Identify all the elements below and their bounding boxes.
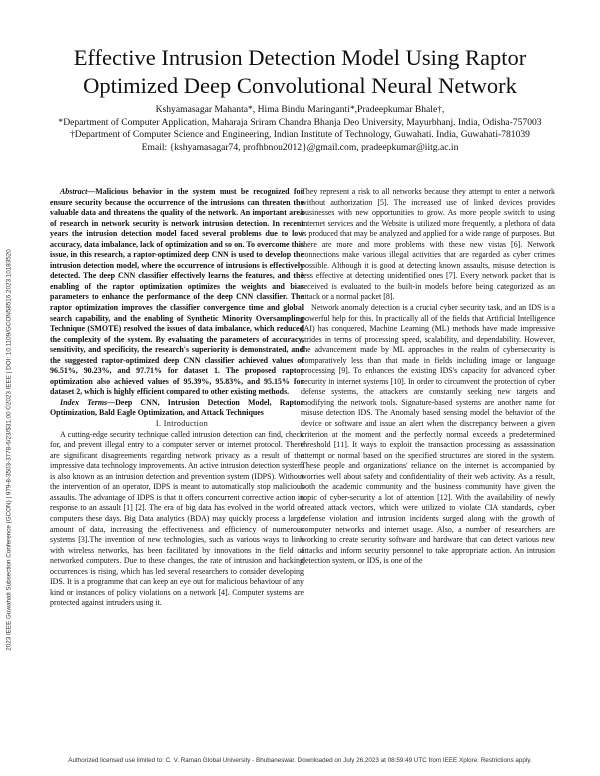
index-terms-label: Index Terms—	[60, 397, 116, 407]
section-heading-introduction: I. Introduction	[155, 419, 209, 429]
intro-paragraph-1: A cutting-edge security technique called intrusion detection can find, check for, and prevent illegal entry to a computer server or internet protocol. There are significant disagreements regarding network privacy as a result of the impressive data technology improvements. An active intrusion detection system is also known as an intrusion detection and prevention system (IDPS). Without the intervention of an operator, IDPS is meant to automatically stop malicious assaults. The advantage of IDPS is that it offers concurrent corrective action in response to an assault [1] [2]. The era of big data has evolved in the world of computers these days. Big Data analytics (BDA) may quickly process a large amount of data, increasing the effectiveness and efficiency of numerous systems [3].The invention of new technologies, such as various ways to link with wireless networks, has been facilitated by innovations in the field of networked computers. Due to these changes, the rate of intrusion and hacking occurrences is rising, which has led several researchers to consider developing IDS. It is a programme that can keep an eye out for malicious behaviour of any kind or instances of policy violations on a network [4]. Computer systems are protected against intruders using it.	[50, 429, 304, 608]
intro-paragraph-2: They represent a risk to all networks because they attempt to enter a network without authorization [5]. The increased use of linked devices provides businesses with new opportunities to grow. As more people switch to using internet services and the Website is utilized more frequently, a plethora of data is produced that may be analyzed and applied for a wide range of purposes. But there are more and more problems with these new vistas [6]. Network connections make various illegal activities that are regarded as cyber crimes possible. Although it is good at detecting known assaults, misuse detection is less effective at detecting unidentified ones [7]. Every network packet that is received is evaluated to the built-in models before being categorized as an attack or a normal packet [8].	[301, 187, 555, 302]
right-column	[301, 187, 555, 567]
sidebar-citation: 2023 IEEE Guwahati Subsection Conference (GCON) | 979-8-3503-3778-6/23/$31.00 ©2023 IEEE | DOI: 10.1109/GCON58516.2023.10183520	[5, 249, 13, 651]
paper-title	[30, 44, 570, 100]
affiliation-1: *Department of Computer Application, Maharaja Sriram Chandra Bhanja Deo University, Mayurbhanj. India, Odisha-757003	[58, 116, 542, 128]
intro-paragraph-3: Network anomaly detection is a crucial cyber security task, and an IDS is a powerful help for this. In practically all of the fields that Artificial Intelligence (AI) has conquered, Machine Learning (ML) methods have made impressive strides in terms of processing speed, scalability, and dependability. However, the advancement made by ML approaches in the realm of cybersecurity is comparatively less than that made in fields including image or language processing [9]. To enhances the existing IDS's capacity for advanced cyber security in internet systems [10]. In order to circumvent the protection of cyber defense systems, the attackers are constantly seeking new targets and modifying the network tools. Signature-based systems are another name for misuse detection IDS. The Anomaly based sensing model the behavior of the device or software and issue an alert when the discrepancy between a given criterion at the moment and the perfectly normal exceeds a predetermined threshold [11]. It ways to exploit the transaction processing as assassination attempt or normal based on the specified structures are stored in the system. These people and organizations' reliance on the internet is accompanied by worries well about safety and confidentiality of their web activity. As a result, both the academic community and the business community have given the topic of cyber-security a lot of attention [12]. With the availability of newly created attack vectors, which were utilized to violate CIA standards, cyber defense violation and intrusion incidents surged along with the growth of computer networks and internet usage. Also, a number of researchers are working to create security software and hardware that can detect various new attacks and inform security personnel to take appropriate action. An intrusion detection system, or IDS, is one of the	[301, 303, 555, 566]
author-names: Kshyamasagar Mahanta*, Hima Bindu Maringanti*,Pradeepkumar Bhale†,	[155, 104, 445, 115]
abstract	[50, 187, 304, 398]
author-emails: Email: {kshyamasagar74, profhbnou2012}@gmail.com, pradeepkumar@iitg.ac.in	[141, 141, 459, 153]
index-terms	[50, 398, 304, 419]
title-line-1: Effective Intrusion Detection Model Using Raptor	[73, 45, 527, 70]
index-terms-text: Deep CNN, Intrusion Detection Model, Raptor Optimization, Bald Eagle Optimization, and Attack Techniques	[50, 397, 304, 418]
license-footer: Authorized licensed use limited to: C. V. Raman Global University - Bhubaneswar. Downloaded on July 26,2023 at 08:59:49 UTC from IEEE Xplore. Restrictions apply.	[68, 757, 532, 764]
abstract-text: Malicious behavior in the system must be recognized for ensure security because the occurrence of the intrusions can threaten the valuable data and threatens the quality of the network. An important area of research in network security is network intrusion detection. In recent years the intrusion detection model faced several problems due to low accuracy, data imbalance, lack of optimization and so on. To overcome this issue, in this research, a raptor-optimized deep CNN is used to develop the intrusion detection model, where the occurrence of intrusions is effectively detected. The deep CNN classifier effectively learns the features, and the enabling of the raptor optimization optimizes the weights and bias parameters to enhance the performance of the deep CNN classifier. The raptor optimization improves the classifier convergence time and global search capability, and the enabling of Synthetic Minority Oversampling Technique (SMOTE) resolved the issues of data imbalance, which reduced the complexity of the system. By evaluating the parameters of accuracy, sensitivity, and specificity, the research's superiority is demonstrated, and the suggested raptor-optimized deep CNN classifier achieved values of 96.51%, 90.23%, and 97.71% for dataset 1. The proposed raptor optimization also achieved values of 95.39%, 95.83%, and 95.15% for dataset 2, which is highly efficient compared to other existing methods.	[50, 187, 304, 397]
left-column	[50, 187, 304, 609]
author-block	[30, 104, 570, 154]
affiliation-2: †Department of Computer Science and Engineering, Indian Institute of Technology, Guwahati. India, Guwahati-781039	[70, 129, 530, 140]
title-line-2: Optimized Deep Convolutional Neural Network	[83, 73, 517, 98]
conference-sidebar	[2, 240, 16, 660]
abstract-label: Abstract—	[60, 187, 96, 196]
